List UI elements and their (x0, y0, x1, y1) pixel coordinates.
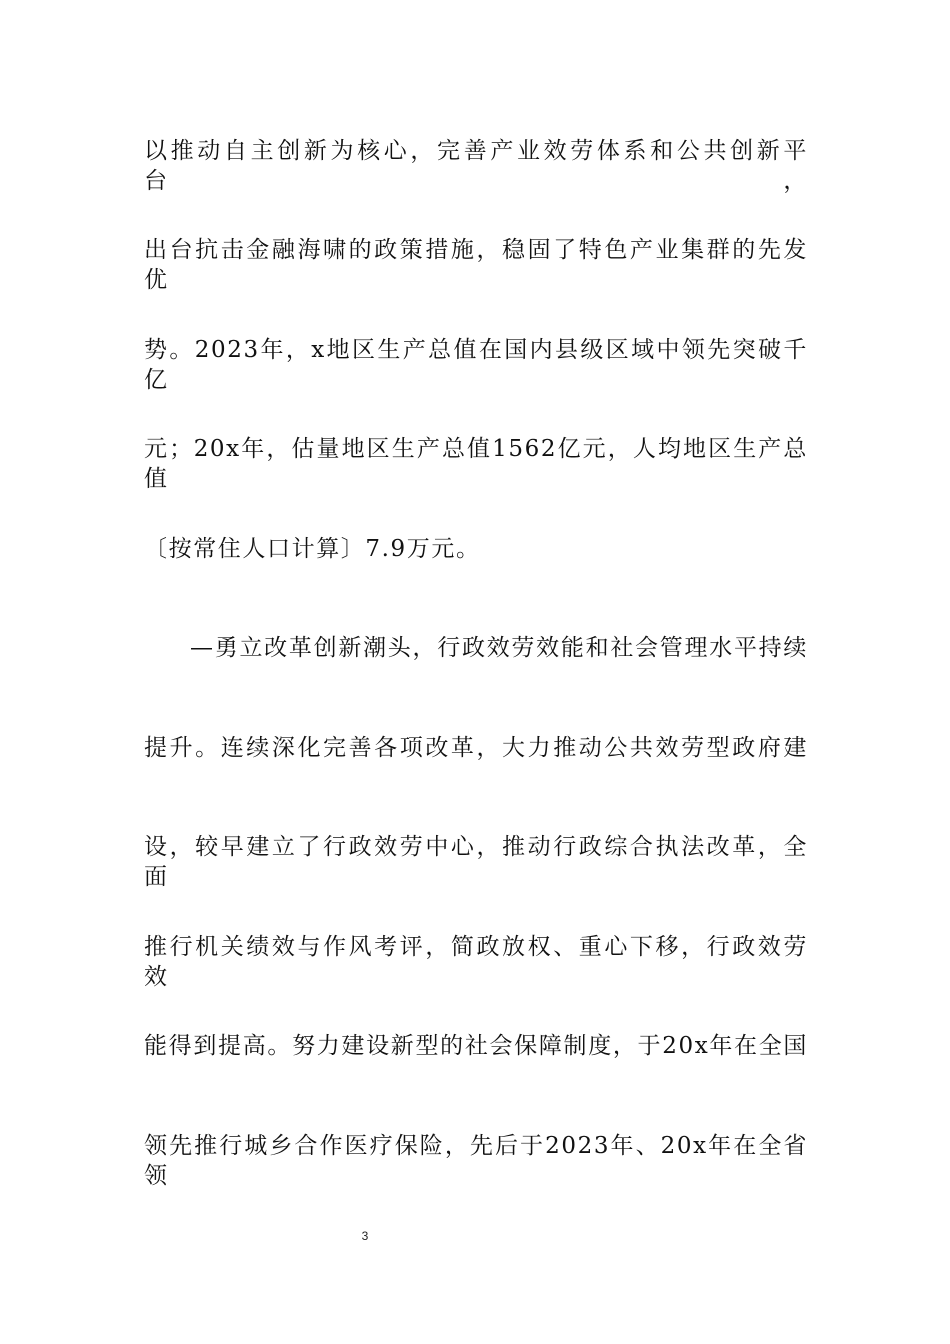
body-text-line: 推行机关绩效与作风考评，简政放权、重心下移，行政效劳效 (144, 934, 808, 990)
body-text-line: 提升。连续深化完善各项改革，大力推动公共效劳型政府建 (144, 735, 808, 761)
body-text-line: 能得到提高。努力建设新型的社会保障制度，于20x年在全国 (144, 1033, 808, 1059)
body-text-line: 以推动自主创新为核心，完善产业效劳体系和公共创新平台， (144, 138, 808, 194)
body-text-line: 元；20x年，估量地区生产总值1562亿元，人均地区生产总值 (144, 436, 808, 492)
paragraph-first-line: —勇立改革创新潮头，行政效劳效能和社会管理水平持续 (190, 635, 808, 661)
body-text-line: 势。2023年，x地区生产总值在国内县级区域中领先突破千亿 (144, 337, 808, 393)
body-text-line: 领先推行城乡合作医疗保险，先后于2023年、20x年在全省领 (144, 1133, 808, 1189)
page-number: 3 (361, 1229, 369, 1243)
body-text-line: 〔按常住人口计算〕7.9万元。 (144, 536, 481, 562)
body-text-line: 出台抗击金融海啸的政策措施，稳固了特色产业集群的先发优 (144, 237, 808, 293)
body-text-line: 设，较早建立了行政效劳中心，推动行政综合执法改革，全面 (144, 834, 808, 890)
